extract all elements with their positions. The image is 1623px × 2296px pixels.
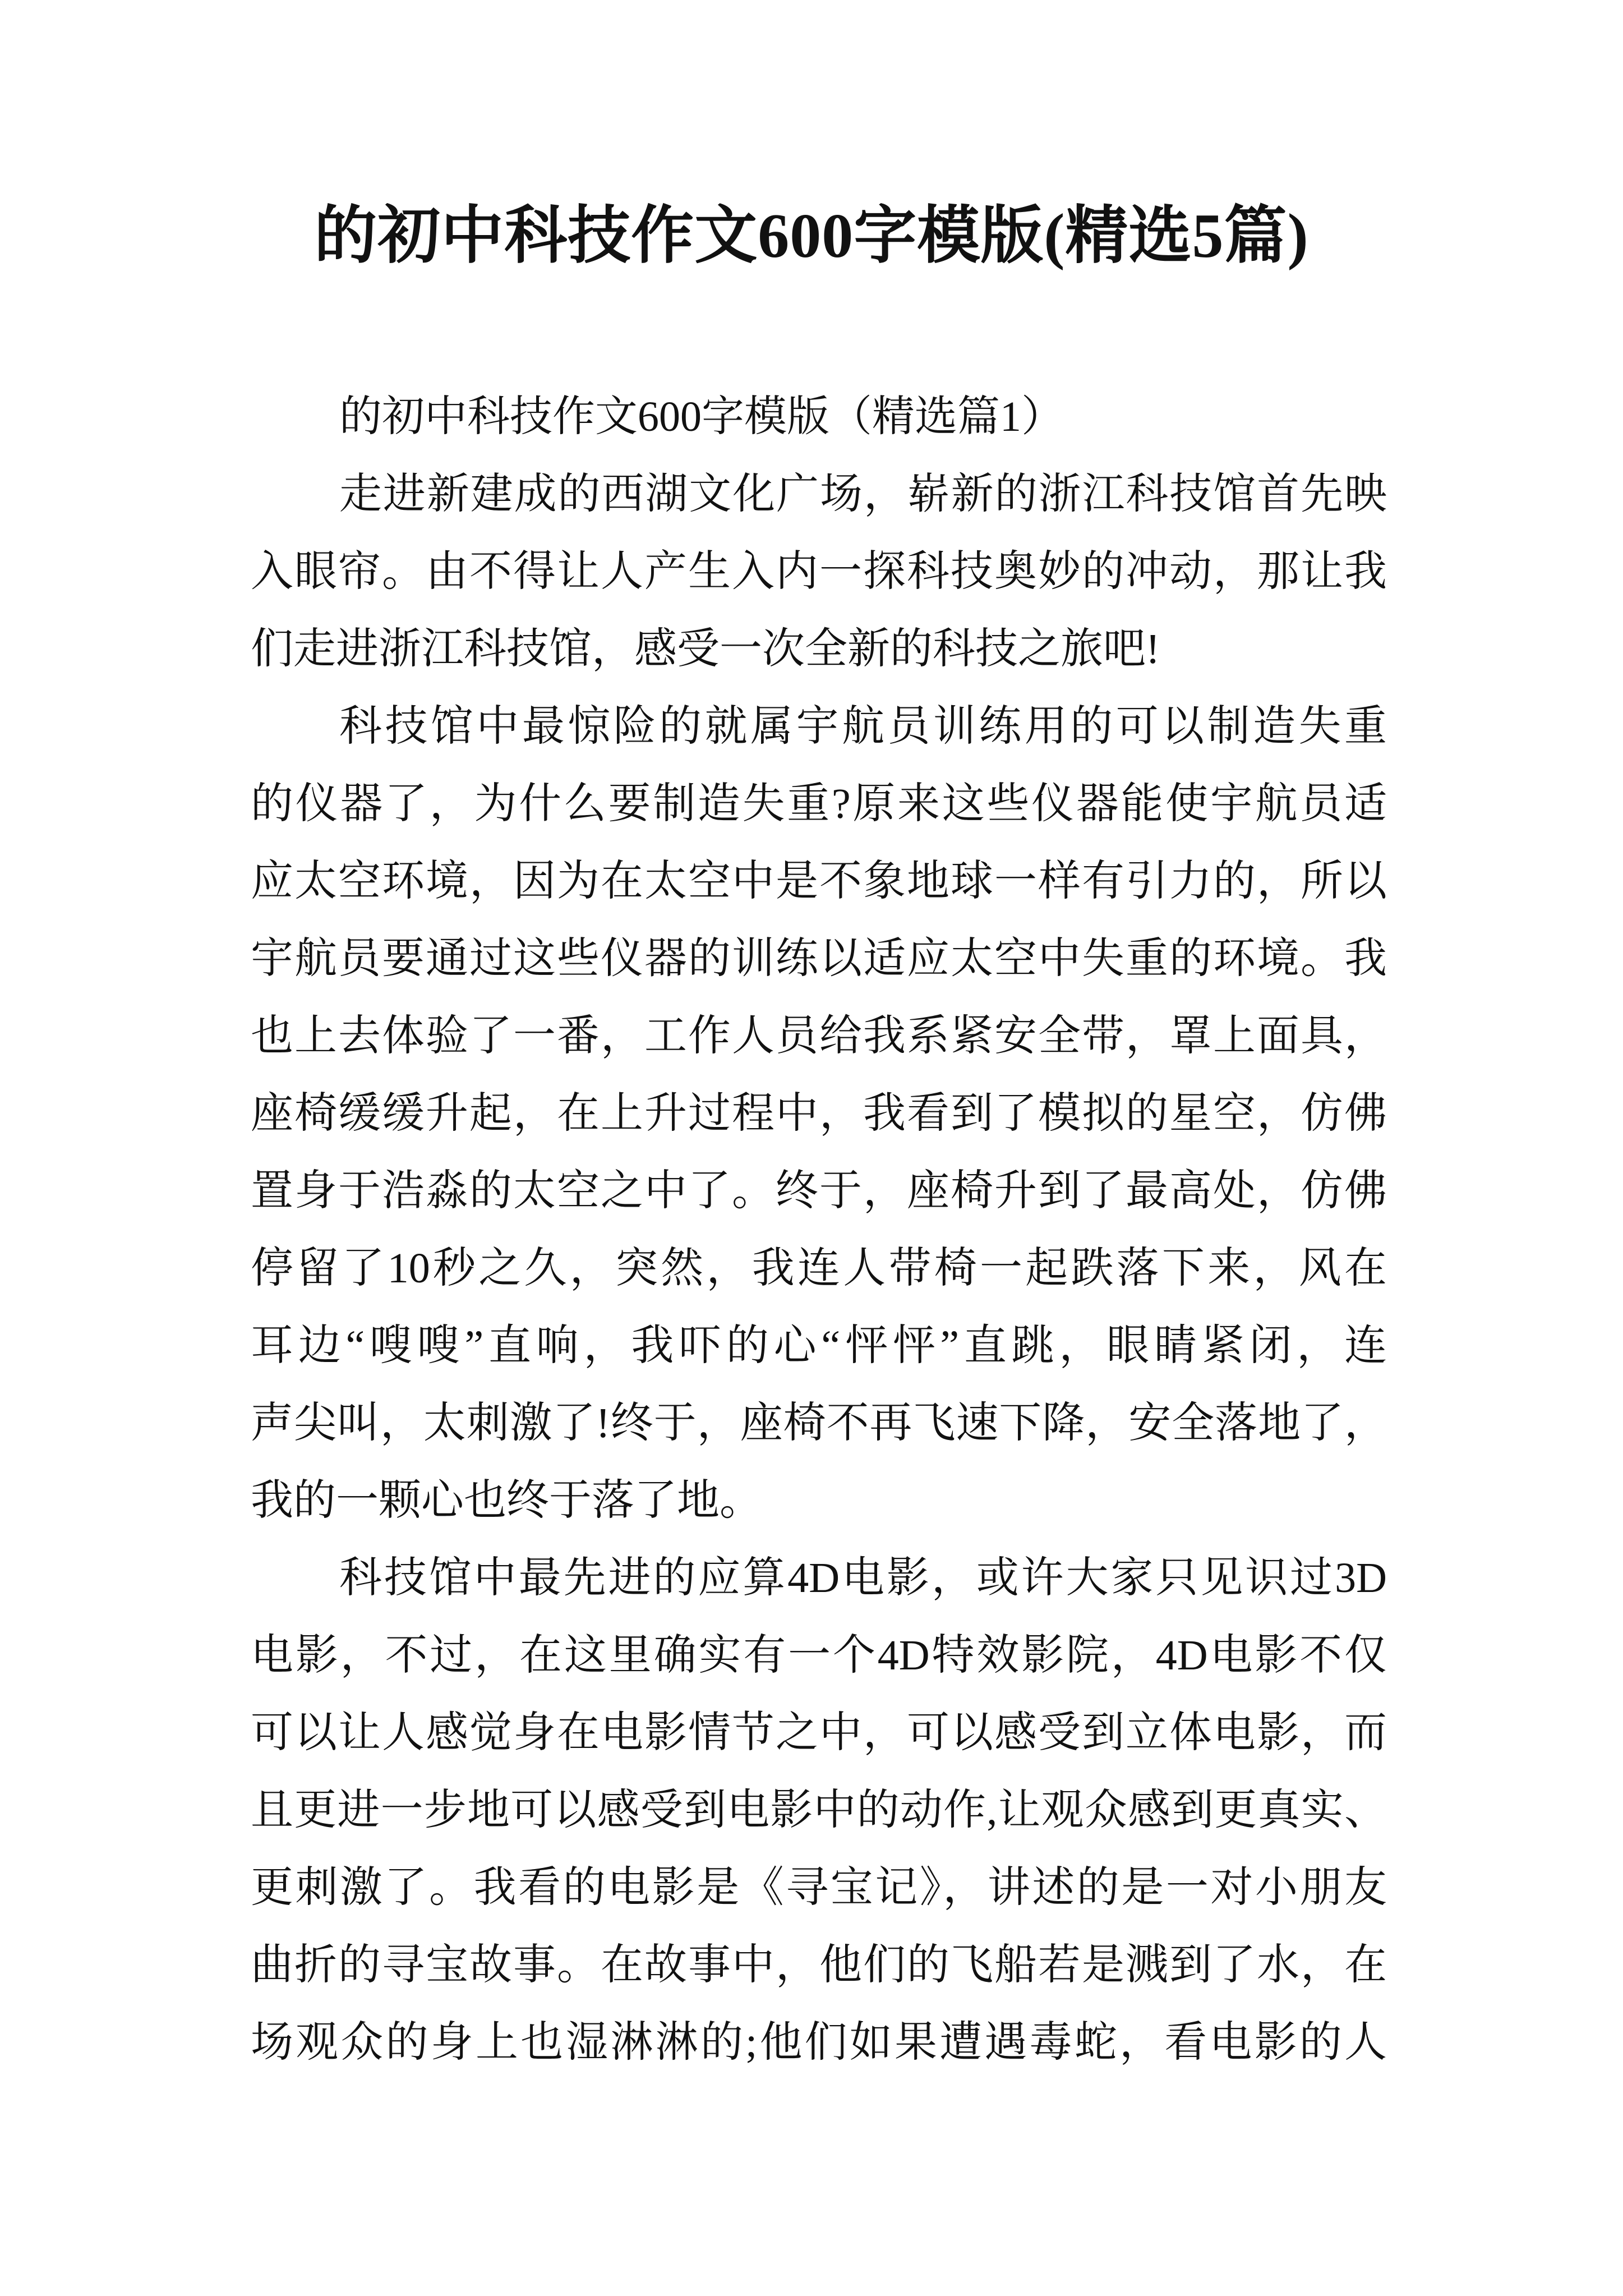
text-line: 停留了10秒之久，突然，我连人带椅一起跌落下来，风在 <box>251 1245 1387 1292</box>
text-line: 曲折的寻宝故事。在故事中，他们的飞船若是溅到了水，在 <box>251 1941 1387 1989</box>
paragraph-2 <box>251 688 1387 1539</box>
text-line: 置身于浩淼的太空之中了。终于，座椅升到了最高处，仿佛 <box>251 1167 1387 1214</box>
text-line: 科技馆中最惊险的就属宇航员训练用的可以制造失重 <box>339 703 1387 750</box>
text-line: 的仪器了，为什么要制造失重?原来这些仪器能使宇航员适 <box>251 780 1387 827</box>
text-line: 座椅缓缓升起，在上升过程中，我看到了模拟的星空，仿佛 <box>251 1090 1387 1137</box>
text-line: 更刺激了。我看的电影是《寻宝记》，讲述的是一对小朋友 <box>251 1864 1387 1911</box>
text-line: 入眼帘。由不得让人产生入内一探科技奥妙的冲动，那让我 <box>251 548 1387 595</box>
text-line: 们走进浙江科技馆，感受一次全新的科技之旅吧! <box>251 625 1160 673</box>
text-line: 声尖叫，太刺激了!终于，座椅不再飞速下降，安全落地了， <box>251 1400 1387 1447</box>
text-line: 走进新建成的西湖文化广场，崭新的浙江科技馆首先映 <box>339 471 1387 518</box>
text-line: 电影，不过，在这里确实有一个4D特效影院，4D电影不仅 <box>251 1632 1387 1679</box>
text-line: 耳边“嗖嗖”直响，我吓的心“怦怦”直跳，眼睛紧闭，连 <box>251 1322 1387 1369</box>
section-heading: 的初中科技作文600字模版（精选篇1） <box>339 393 1064 440</box>
text-line: 也上去体验了一番，工作人员给我系紧安全带，罩上面具， <box>251 1013 1387 1060</box>
text-line: 应太空环境，因为在太空中是不象地球一样有引力的，所以 <box>251 858 1387 905</box>
document-body <box>251 378 1387 2081</box>
paragraph-3 <box>251 1539 1387 2081</box>
text-line: 且更进一步地可以感受到电影中的动作,让观众感到更真实、 <box>251 1787 1387 1834</box>
text-line: 可以让人感觉身在电影情节之中，可以感受到立体电影，而 <box>251 1709 1387 1756</box>
text-line: 场观众的身上也湿淋淋的;他们如果遭遇毒蛇，看电影的人 <box>251 2019 1387 2066</box>
page-title: 的初中科技作文600字模版(精选5篇) <box>314 201 1309 271</box>
text-line: 我的一颗心也终于落了地。 <box>251 1477 762 1524</box>
text-line: 科技馆中最先进的应算4D电影，或许大家只见识过3D <box>339 1554 1387 1602</box>
text-line: 宇航员要通过这些仪器的训练以适应太空中失重的环境。我 <box>251 935 1387 982</box>
paragraph-1 <box>251 455 1387 688</box>
